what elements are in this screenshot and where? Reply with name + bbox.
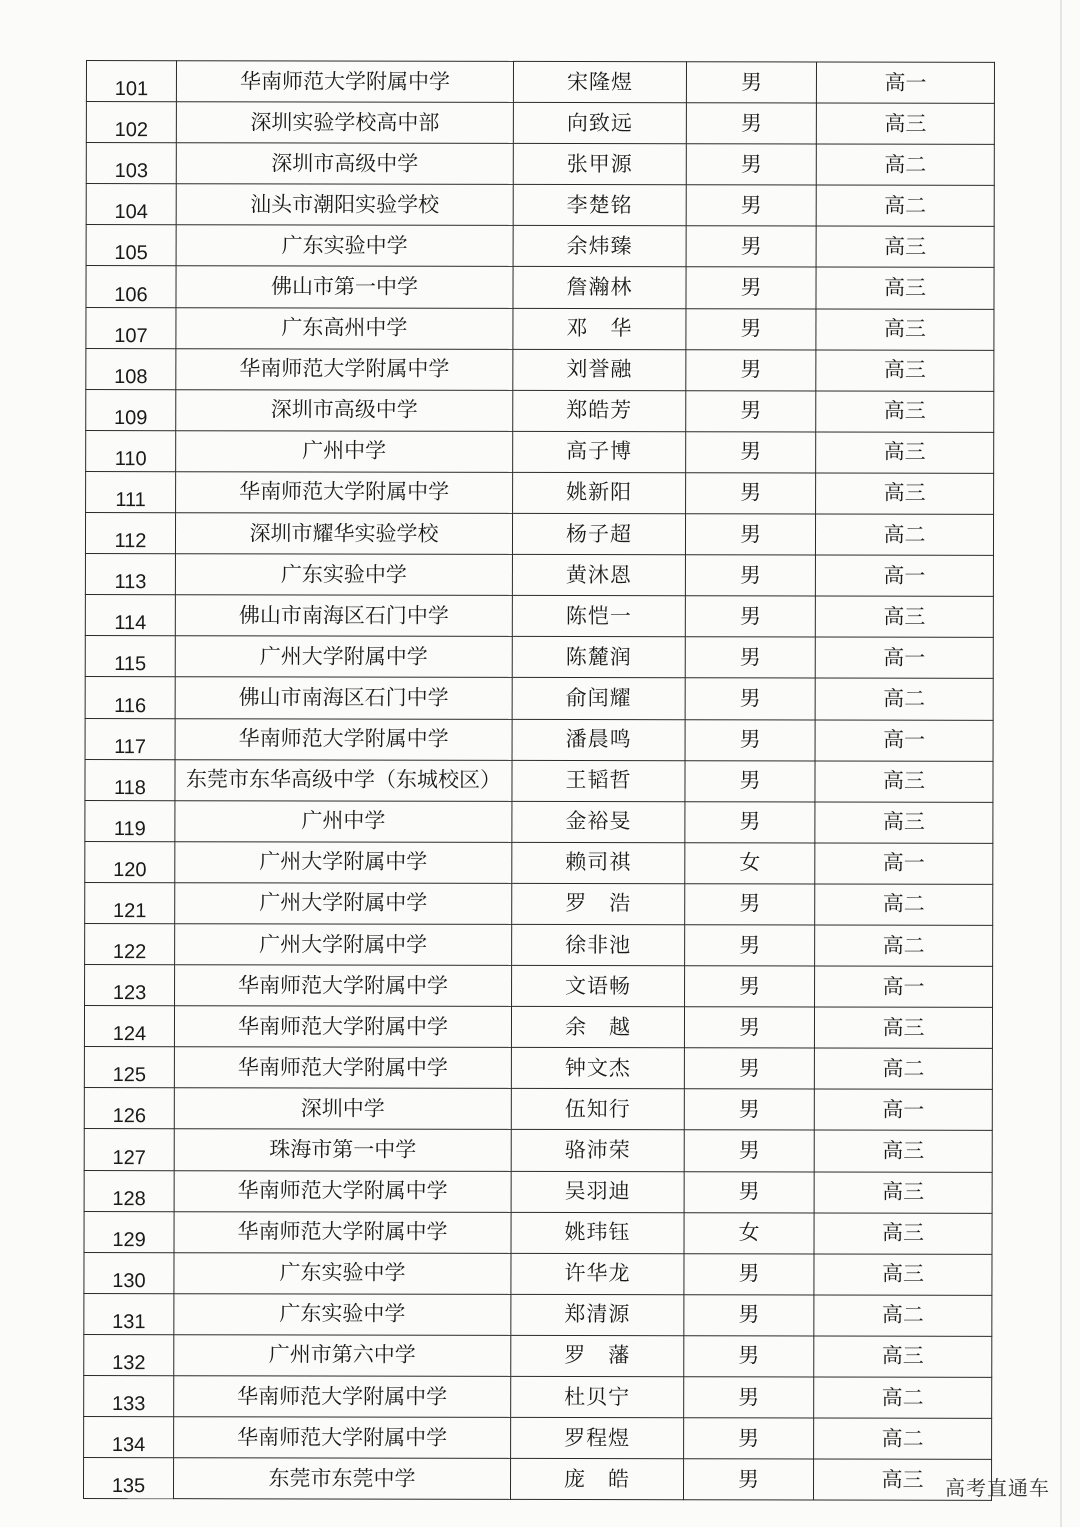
student-gender: 男 xyxy=(684,1171,814,1212)
student-gender: 男 xyxy=(684,1336,814,1377)
school-name: 广州中学 xyxy=(176,431,513,473)
student-grade: 高三 xyxy=(815,802,993,843)
student-grade: 高三 xyxy=(816,391,994,432)
student-grade: 高三 xyxy=(816,350,994,391)
table-row xyxy=(86,389,994,432)
row-number: 134 xyxy=(84,1417,174,1458)
school-name: 广东高州中学 xyxy=(176,307,513,349)
student-name: 郑皓芳 xyxy=(513,390,686,431)
student-gender: 男 xyxy=(686,226,816,267)
student-name: 李楚铭 xyxy=(513,185,686,226)
student-gender: 男 xyxy=(684,1130,814,1171)
table-row xyxy=(85,554,993,597)
student-grade: 高三 xyxy=(814,1336,992,1377)
table-row xyxy=(85,595,993,638)
student-name: 陈麓润 xyxy=(512,637,685,678)
row-number: 130 xyxy=(84,1252,174,1293)
student-gender: 男 xyxy=(685,514,815,555)
school-name: 广州大学附属中学 xyxy=(175,636,512,678)
student-gender: 男 xyxy=(685,596,815,637)
student-grade: 高三 xyxy=(816,432,994,473)
student-gender: 男 xyxy=(685,719,815,760)
table-row xyxy=(84,1334,992,1377)
student-gender: 男 xyxy=(686,349,816,390)
student-grade: 高二 xyxy=(815,884,993,925)
student-grade: 高三 xyxy=(814,1172,992,1213)
school-name: 华南师范大学附属中学 xyxy=(174,1006,511,1048)
student-name: 姚新阳 xyxy=(513,472,686,513)
school-name: 深圳实验学校高中部 xyxy=(176,102,513,144)
row-number: 112 xyxy=(85,513,175,554)
school-name: 华南师范大学附属中学 xyxy=(174,1170,511,1212)
row-number: 133 xyxy=(84,1375,174,1416)
row-number: 124 xyxy=(84,1006,174,1047)
school-name: 华南师范大学附属中学 xyxy=(174,1376,511,1418)
student-gender: 男 xyxy=(686,391,816,432)
row-number: 107 xyxy=(86,307,176,348)
student-grade: 高三 xyxy=(814,1130,992,1171)
student-grade: 高二 xyxy=(815,678,993,719)
school-name: 广州大学附属中学 xyxy=(175,841,512,883)
table-row xyxy=(85,965,993,1008)
student-grade: 高三 xyxy=(816,103,994,144)
school-name: 广州大学附属中学 xyxy=(175,924,512,966)
school-name: 广东实验中学 xyxy=(175,554,512,596)
student-grade: 高一 xyxy=(816,62,994,103)
row-number: 118 xyxy=(85,759,175,800)
table-row xyxy=(85,718,993,761)
table-row xyxy=(85,841,993,884)
table-row xyxy=(85,800,993,843)
student-name: 伍知行 xyxy=(511,1089,684,1130)
student-gender: 男 xyxy=(684,1048,814,1089)
roster-body xyxy=(83,61,994,1501)
student-gender: 男 xyxy=(686,144,816,185)
student-name: 邓 华 xyxy=(513,308,686,349)
table-row xyxy=(84,1047,992,1090)
row-number: 129 xyxy=(84,1211,174,1252)
student-name: 陈恺一 xyxy=(512,596,685,637)
table-row xyxy=(83,1458,991,1501)
student-name: 王韬哲 xyxy=(512,760,685,801)
student-name: 余炜臻 xyxy=(513,226,686,267)
student-grade: 高三 xyxy=(816,267,994,308)
table-row xyxy=(86,348,994,391)
student-name: 罗程煜 xyxy=(511,1417,684,1458)
student-name: 潘晨鸣 xyxy=(512,719,685,760)
table-row xyxy=(86,471,994,514)
table-row xyxy=(84,1375,992,1418)
student-gender: 男 xyxy=(683,1459,813,1500)
row-number: 102 xyxy=(86,102,176,143)
student-name: 徐非池 xyxy=(512,924,685,965)
student-grade: 高一 xyxy=(815,720,993,761)
row-number: 123 xyxy=(85,965,175,1006)
table-row xyxy=(85,923,993,966)
student-name: 俞闰耀 xyxy=(512,678,685,719)
school-name: 华南师范大学附属中学 xyxy=(176,61,513,103)
student-gender: 男 xyxy=(686,308,816,349)
student-grade: 高二 xyxy=(816,144,994,185)
student-gender: 男 xyxy=(684,1007,814,1048)
school-name: 东莞市东莞中学 xyxy=(173,1458,510,1500)
student-name: 向致远 xyxy=(513,102,686,143)
student-name: 高子博 xyxy=(513,431,686,472)
student-name: 黄沐恩 xyxy=(512,555,685,596)
row-number: 132 xyxy=(84,1334,174,1375)
student-name: 罗 藩 xyxy=(511,1335,684,1376)
student-name: 赖司祺 xyxy=(512,842,685,883)
student-grade: 高三 xyxy=(815,596,993,637)
student-gender: 男 xyxy=(686,103,816,144)
student-name: 刘誉融 xyxy=(513,349,686,390)
student-grade: 高二 xyxy=(816,185,994,226)
row-number: 103 xyxy=(86,143,176,184)
table-row xyxy=(86,307,994,350)
row-number: 113 xyxy=(85,554,175,595)
student-name: 郑清源 xyxy=(511,1294,684,1335)
student-grade: 高三 xyxy=(815,761,993,802)
table-row xyxy=(85,882,993,925)
student-name: 杨子超 xyxy=(512,513,685,554)
student-grade: 高三 xyxy=(814,1254,992,1295)
student-gender: 女 xyxy=(685,843,815,884)
student-name: 骆沛荣 xyxy=(511,1130,684,1171)
student-grade: 高二 xyxy=(814,1295,992,1336)
school-name: 佛山市南海区石门中学 xyxy=(175,677,512,719)
student-name: 金裕旻 xyxy=(512,801,685,842)
student-grade: 高二 xyxy=(815,514,993,555)
row-number: 111 xyxy=(86,471,176,512)
table-row xyxy=(86,225,994,268)
school-name: 佛山市第一中学 xyxy=(176,266,513,308)
table-row xyxy=(84,1006,992,1049)
student-gender: 男 xyxy=(686,432,816,473)
row-number: 101 xyxy=(86,61,176,102)
student-gender: 男 xyxy=(686,473,816,514)
student-grade: 高三 xyxy=(814,1213,992,1254)
student-grade: 高三 xyxy=(816,226,994,267)
student-grade: 高二 xyxy=(815,925,993,966)
row-number: 117 xyxy=(85,718,175,759)
student-gender: 男 xyxy=(685,884,815,925)
student-name: 杜贝宁 xyxy=(511,1376,684,1417)
student-grade: 高三 xyxy=(816,473,994,514)
student-gender: 男 xyxy=(685,678,815,719)
watermark-text: 高考直通车 xyxy=(945,1476,1050,1500)
table-row xyxy=(85,636,993,679)
student-grade: 高一 xyxy=(815,843,993,884)
table-row xyxy=(86,266,994,309)
table-row xyxy=(85,513,993,556)
row-number: 105 xyxy=(86,225,176,266)
row-number: 108 xyxy=(86,348,176,389)
table-row xyxy=(84,1088,992,1131)
table-row xyxy=(85,759,993,802)
school-name: 华南师范大学附属中学 xyxy=(176,472,513,514)
school-name: 广东实验中学 xyxy=(174,1293,511,1335)
table-row xyxy=(86,102,994,145)
school-name: 华南师范大学附属中学 xyxy=(176,348,513,390)
table-row xyxy=(84,1293,992,1336)
school-name: 华南师范大学附属中学 xyxy=(175,718,512,760)
table-row xyxy=(84,1170,992,1213)
row-number: 127 xyxy=(84,1129,174,1170)
student-gender: 男 xyxy=(684,1253,814,1294)
student-grade: 高二 xyxy=(814,1048,992,1089)
school-name: 广东实验中学 xyxy=(174,1252,511,1294)
school-name: 华南师范大学附属中学 xyxy=(174,1047,511,1089)
table-row xyxy=(84,1211,992,1254)
table-row xyxy=(84,1417,992,1460)
school-name: 珠海市第一中学 xyxy=(174,1129,511,1171)
school-name: 佛山市南海区石门中学 xyxy=(175,595,512,637)
student-name: 吴羽迪 xyxy=(511,1171,684,1212)
row-number: 114 xyxy=(85,595,175,636)
student-name: 文语畅 xyxy=(512,965,685,1006)
table-row xyxy=(84,1129,992,1172)
row-number: 125 xyxy=(84,1047,174,1088)
student-grade: 高三 xyxy=(814,1007,992,1048)
scan-edge-line xyxy=(1060,0,1062,1527)
table-row xyxy=(85,677,993,720)
student-grade: 高一 xyxy=(815,637,993,678)
school-name: 广州市第六中学 xyxy=(174,1335,511,1377)
row-number: 119 xyxy=(85,800,175,841)
school-name: 深圳市高级中学 xyxy=(176,389,513,431)
school-name: 广东实验中学 xyxy=(176,225,513,267)
school-name: 广州大学附属中学 xyxy=(175,883,512,925)
student-grade: 高二 xyxy=(814,1377,992,1418)
school-name: 华南师范大学附属中学 xyxy=(174,1211,511,1253)
student-gender: 男 xyxy=(684,1295,814,1336)
table-row xyxy=(86,143,994,186)
student-gender: 男 xyxy=(684,1089,814,1130)
student-name: 姚玮钰 xyxy=(511,1212,684,1253)
row-number: 104 xyxy=(86,184,176,225)
student-gender: 女 xyxy=(684,1212,814,1253)
student-grade: 高三 xyxy=(813,1459,991,1500)
school-name: 汕头市潮阳实验学校 xyxy=(176,184,513,226)
student-name: 罗 浩 xyxy=(512,883,685,924)
student-name: 詹瀚林 xyxy=(513,267,686,308)
student-grade: 高二 xyxy=(814,1418,992,1459)
school-name: 东莞市东华高级中学（东城校区） xyxy=(175,759,512,801)
row-number: 128 xyxy=(84,1170,174,1211)
student-name: 张甲源 xyxy=(513,144,686,185)
student-grade: 高一 xyxy=(815,966,993,1007)
student-roster-table xyxy=(83,60,995,1501)
row-number: 115 xyxy=(85,636,175,677)
student-gender: 男 xyxy=(686,267,816,308)
school-name: 深圳市耀华实验学校 xyxy=(175,513,512,555)
student-name: 钟文杰 xyxy=(511,1048,684,1089)
row-number: 122 xyxy=(85,923,175,964)
school-name: 华南师范大学附属中学 xyxy=(175,965,512,1007)
row-number: 120 xyxy=(85,841,175,882)
row-number: 121 xyxy=(85,882,175,923)
row-number: 109 xyxy=(86,389,176,430)
student-gender: 男 xyxy=(685,760,815,801)
student-grade: 高一 xyxy=(814,1089,992,1130)
student-grade: 高一 xyxy=(815,555,993,596)
row-number: 135 xyxy=(83,1458,173,1499)
student-gender: 男 xyxy=(685,925,815,966)
row-number: 110 xyxy=(86,430,176,471)
table-row xyxy=(86,430,994,473)
student-gender: 男 xyxy=(685,966,815,1007)
student-name: 庞 皓 xyxy=(510,1459,683,1500)
table-row xyxy=(86,184,994,227)
student-gender: 男 xyxy=(685,637,815,678)
student-gender: 男 xyxy=(686,62,816,103)
student-gender: 男 xyxy=(684,1418,814,1459)
student-grade: 高三 xyxy=(816,309,994,350)
table-row xyxy=(84,1252,992,1295)
student-name: 余 越 xyxy=(511,1007,684,1048)
student-gender: 男 xyxy=(685,555,815,596)
school-name: 华南师范大学附属中学 xyxy=(174,1417,511,1459)
row-number: 106 xyxy=(86,266,176,307)
row-number: 126 xyxy=(84,1088,174,1129)
student-gender: 男 xyxy=(685,801,815,842)
student-name: 宋隆煜 xyxy=(513,61,686,102)
row-number: 131 xyxy=(84,1293,174,1334)
student-gender: 男 xyxy=(686,185,816,226)
student-gender: 男 xyxy=(684,1377,814,1418)
table-row xyxy=(86,61,994,104)
school-name: 深圳中学 xyxy=(174,1088,511,1130)
row-number: 116 xyxy=(85,677,175,718)
school-name: 广州中学 xyxy=(175,800,512,842)
student-name: 许华龙 xyxy=(511,1253,684,1294)
school-name: 深圳市高级中学 xyxy=(176,143,513,185)
